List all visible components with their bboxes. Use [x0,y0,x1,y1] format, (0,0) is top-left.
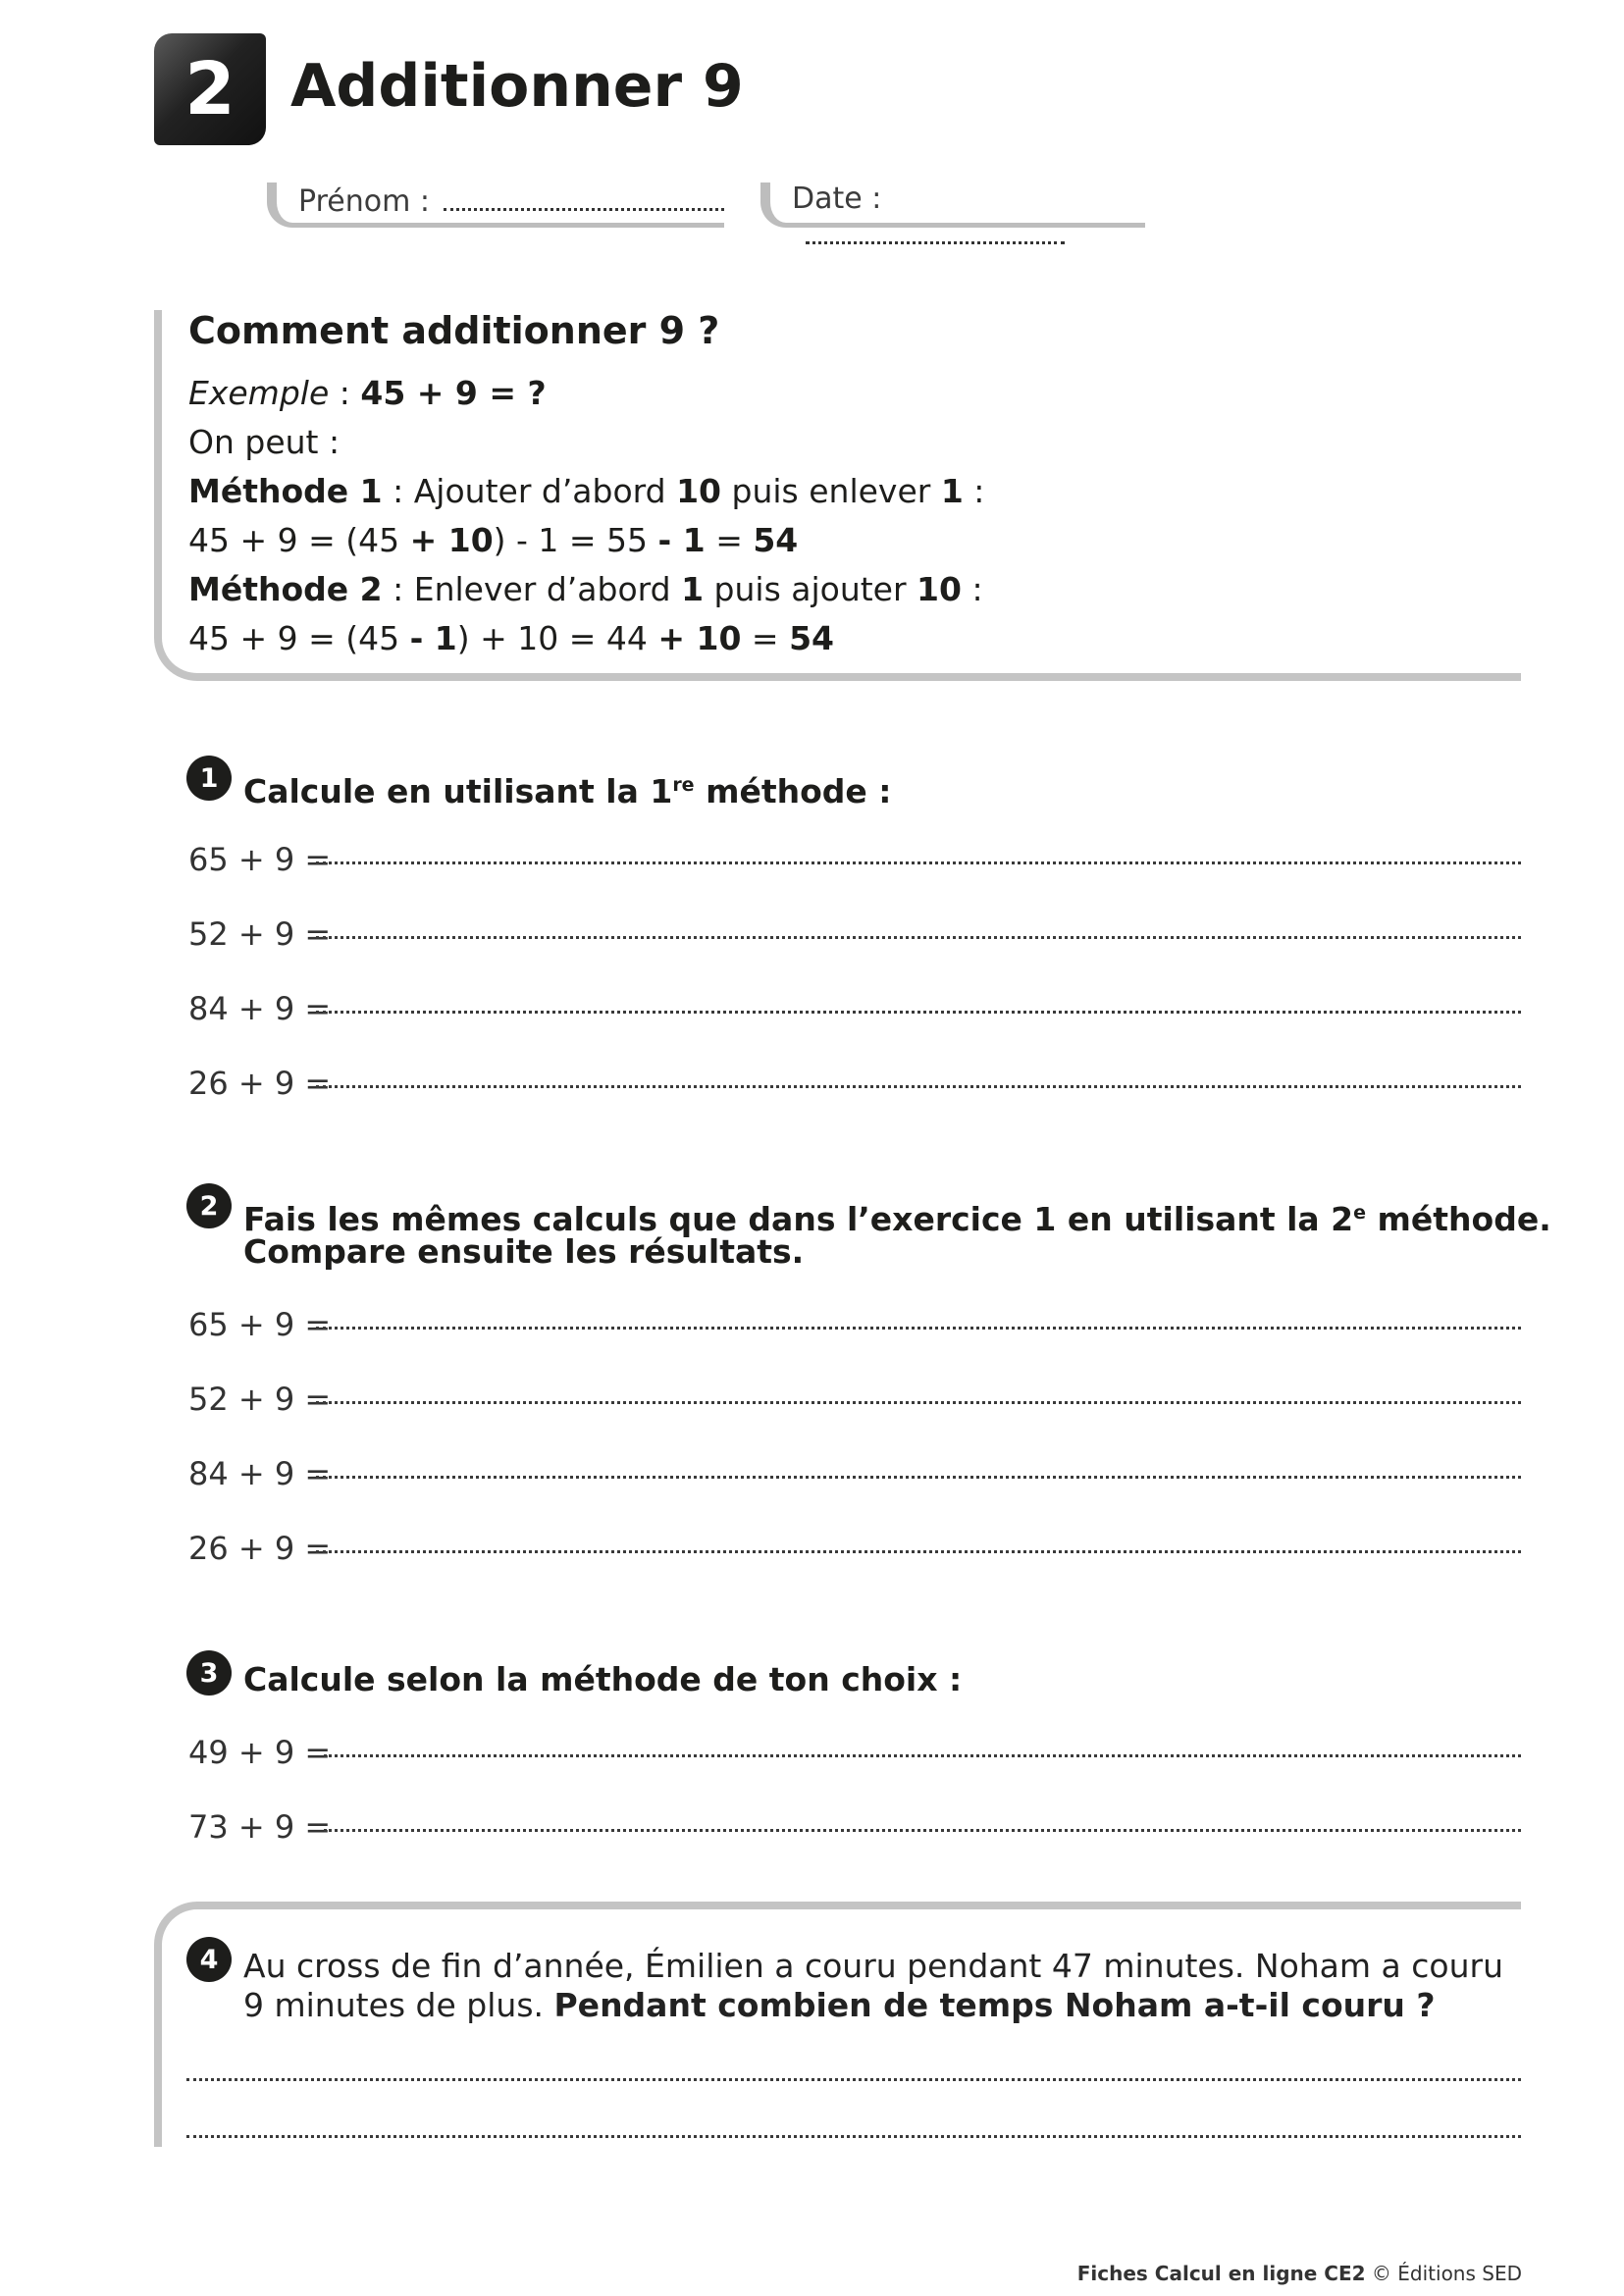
exercise-4-text-line-1: Au cross de fin d’année, Émilien a couru pendant 47 minutes. Noham a couru [243,1947,1503,1985]
footer-title: Fiches Calcul en ligne CE2 [1076,2262,1366,2285]
exercise-2-instruction-line-2: Compare ensuite les résultats. [243,1232,805,1271]
m2-calc-c: ) + 10 = 44 [456,619,658,657]
ex2-answer-line-4[interactable] [316,1550,1521,1553]
method-2-label: Méthode 2 [188,570,383,608]
exercise-3-instruction: Calcule selon la méthode de ton choix : [243,1660,963,1698]
ex3-answer-line-2[interactable] [324,1829,1521,1832]
method-1-text-e: : [963,472,985,510]
ex1-answer-line-1[interactable] [316,861,1521,864]
method-1-calc [188,516,798,565]
ex4-answer-line-1[interactable] [186,2078,1521,2081]
ex1-instr-a: Calcule en utilisant la 1 [243,772,673,810]
ex1-instr-b: méthode : [694,772,892,810]
method-1-text-d: 1 [940,472,964,510]
exercise-3-number: 3 [186,1650,232,1696]
ex3-answer-line-1[interactable] [324,1754,1521,1757]
exercise-4-number: 4 [186,1937,232,1982]
m2-calc-e: = [741,619,790,657]
sheet-number-badge: 2 [154,33,266,145]
date-label: Date : [792,182,882,216]
example-expression: 45 + 9 = ? [360,374,547,412]
m1-calc-c: ) - 1 = 55 [493,521,658,559]
m1-calc-d: - 1 [657,521,706,559]
m2-calc-b: - 1 [409,619,457,657]
ex4-answer-line-2[interactable] [186,2135,1521,2138]
ex3-calc-2: 73 + 9 = [188,1808,332,1846]
ex2-calc-4: 26 + 9 = [188,1530,332,1567]
method-1-text-a: : Ajouter d’abord [382,472,677,510]
ex1-calc-2: 52 + 9 = [188,915,332,953]
ex1-calc-1: 65 + 9 = [188,841,332,878]
exercise-4-text-line-2 [243,1986,1436,2025]
m1-calc-a: 45 + 9 = (45 [188,521,410,559]
method-2-text-e: : [961,570,983,608]
ex4-question: Pendant combien de temps Noham a-t-il couru ? [553,1986,1436,2024]
ex1-answer-line-3[interactable] [316,1011,1521,1014]
example-sep: : [329,374,361,412]
footer-copyright: © Éditions SED [1365,2262,1522,2285]
ex2-calc-1: 65 + 9 = [188,1306,332,1343]
example-line [188,369,547,418]
method-1-label: Méthode 1 [188,472,383,510]
exercise-2-number: 2 [186,1183,232,1228]
method-2-text-a: : Enlever d’abord [382,570,682,608]
ex4-line2-a: 9 minutes de plus. [243,1986,554,2024]
m2-calc-d: + 10 [657,619,742,657]
prenom-field[interactable] [267,183,724,228]
ex1-calc-4: 26 + 9 = [188,1065,332,1102]
ex2-instr-sup: e [1353,1202,1367,1224]
page-title: Additionner 9 [290,52,744,121]
method-2-text-d: 10 [917,570,962,608]
footer [1077,2262,1522,2285]
ex2-calc-3: 84 + 9 = [188,1455,332,1492]
ex1-answer-line-4[interactable] [316,1085,1521,1088]
m1-calc-e: = [705,521,754,559]
ex1-calc-3: 84 + 9 = [188,990,332,1027]
m1-calc-f: 54 [753,521,799,559]
method-2-calc [188,614,834,663]
date-dotted-line[interactable] [806,216,1065,244]
ex2-instr-a: Fais les mêmes calculs que dans l’exercice 1 en utilisant la 2 [243,1200,1354,1238]
method-1-text-c: puis enlever [721,472,941,510]
ex2-instr-b: méthode. [1366,1200,1551,1238]
exercise-1-number: 1 [186,756,232,801]
m2-calc-f: 54 [789,619,835,657]
prenom-dotted-line[interactable] [444,183,724,211]
ex2-answer-line-3[interactable] [316,1476,1521,1479]
method-title: Comment additionner 9 ? [188,309,720,352]
ex3-calc-1: 49 + 9 = [188,1734,332,1771]
ex1-instr-sup: re [672,774,695,796]
method-1-text-b: 10 [676,472,722,510]
ex2-answer-line-2[interactable] [316,1401,1521,1404]
ex2-calc-2: 52 + 9 = [188,1381,332,1418]
exercise-1-instruction [243,765,891,811]
method-2-line [188,565,983,614]
method-2-text-b: 1 [681,570,705,608]
method-1-line [188,467,984,516]
m2-calc-a: 45 + 9 = (45 [188,619,410,657]
ex2-answer-line-1[interactable] [316,1327,1521,1330]
intro-line: On peut : [188,423,341,461]
ex1-answer-line-2[interactable] [316,936,1521,939]
m1-calc-b: + 10 [409,521,494,559]
date-field[interactable] [760,183,1145,228]
method-2-text-c: puis ajouter [704,570,917,608]
example-label: Exemple [188,374,330,412]
prenom-label: Prénom : [298,184,430,219]
